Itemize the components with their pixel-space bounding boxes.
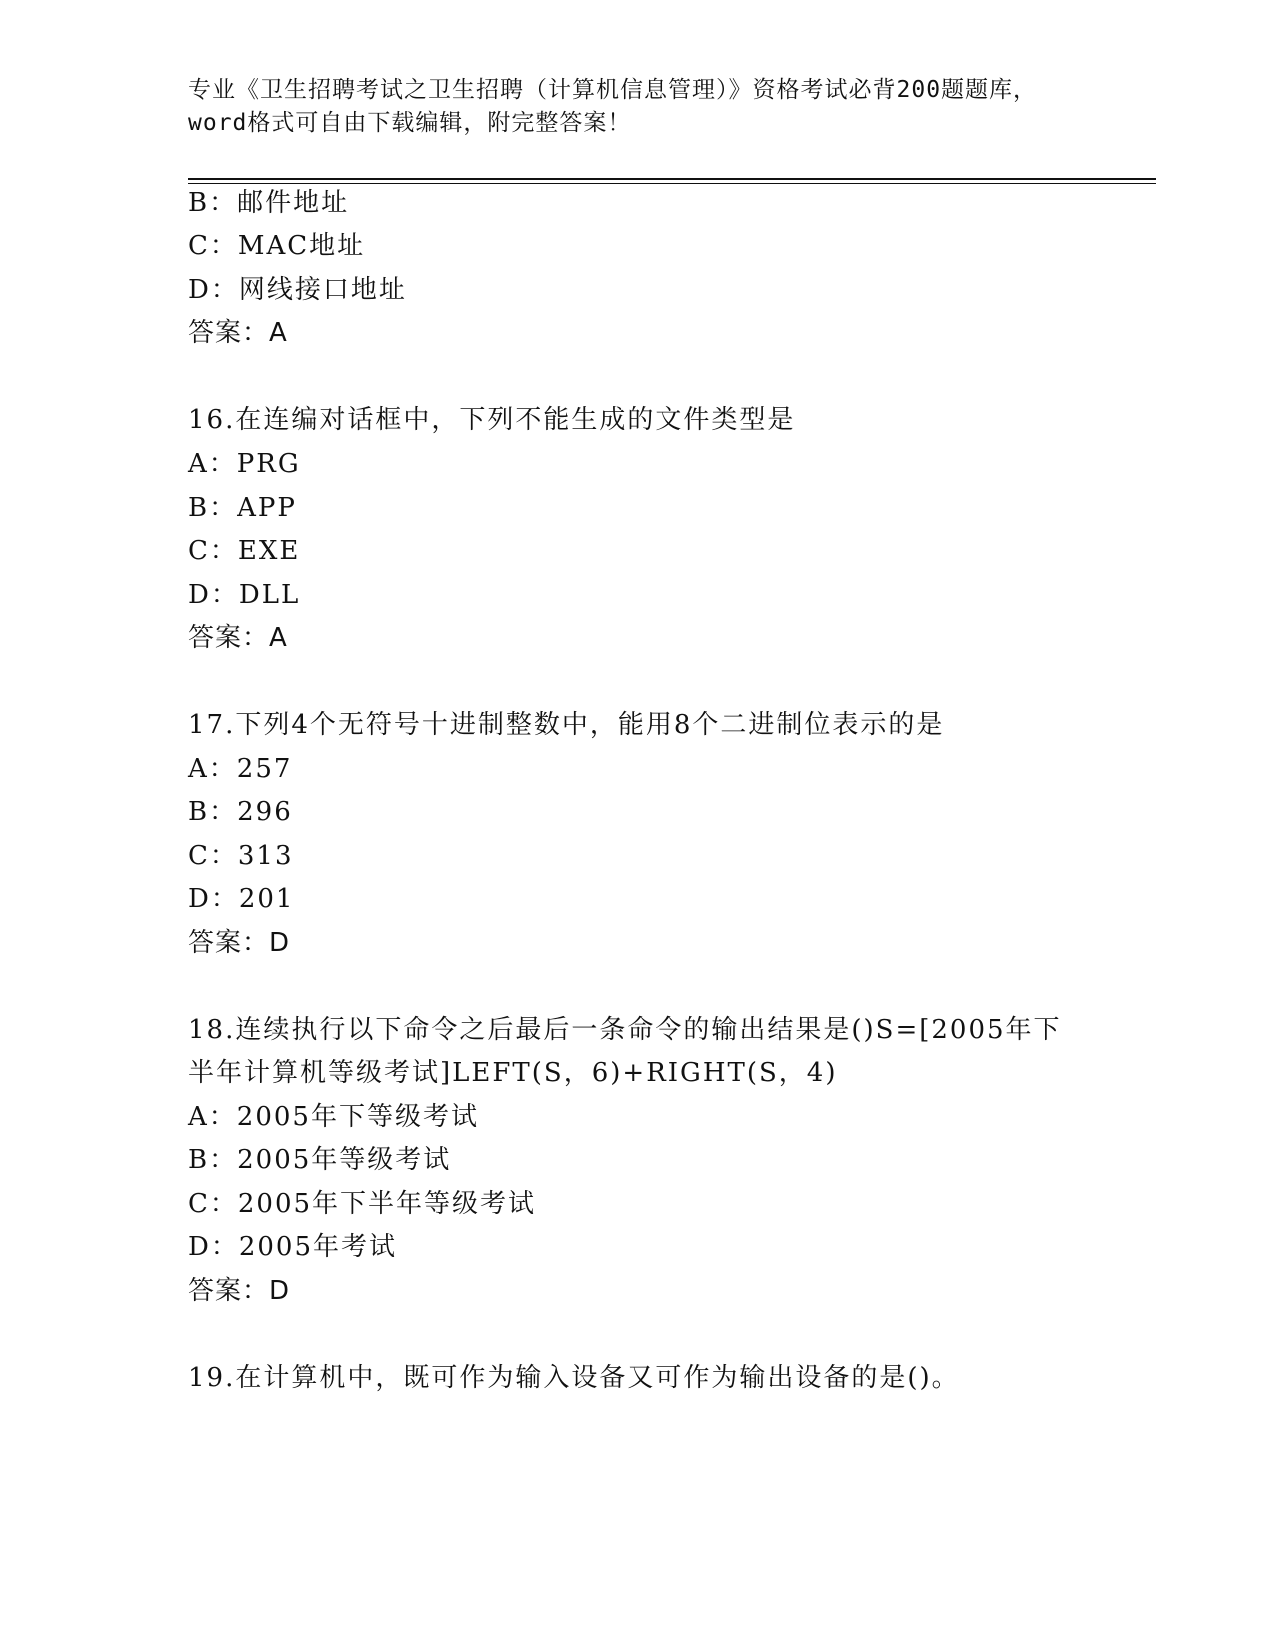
q15-option-d: D：网线接口地址: [188, 275, 407, 305]
q17-option-d: D：201: [188, 884, 295, 914]
q17-answer: 答案：D: [188, 928, 291, 958]
q16-option-a: A：PRG: [188, 449, 301, 479]
document-header: [188, 74, 1088, 140]
q19-question: 19.在计算机中，既可作为输入设备又可作为输出设备的是()。: [188, 1363, 960, 1393]
q17-option-a: A：257: [188, 754, 293, 784]
header-title-line-1: 专业《卫生招聘考试之卫生招聘（计算机信息管理）》资格考试必背200题题库，: [188, 77, 1038, 103]
q15-option-b: B：邮件地址: [188, 188, 350, 218]
q18-question-line-1: 18.连续执行以下命令之后最后一条命令的输出结果是()S=[2005年下: [188, 1015, 1062, 1045]
q18-answer: 答案：D: [188, 1276, 291, 1306]
q18-option-b: B：2005年等级考试: [188, 1145, 452, 1175]
q17-option-b: B：296: [188, 797, 293, 827]
q16-answer: 答案：A: [188, 623, 288, 653]
q18-option-d: D：2005年考试: [188, 1232, 398, 1262]
q15-option-c: C：MAC地址: [188, 231, 366, 261]
header-divider: [188, 178, 1156, 184]
q17-option-c: C：313: [188, 841, 294, 871]
q16-option-b: B：APP: [188, 493, 297, 523]
q16-question: 16.在连编对话框中，下列不能生成的文件类型是: [188, 405, 796, 435]
q16-option-d: D：DLL: [188, 580, 301, 610]
q15-answer: 答案：A: [188, 318, 288, 348]
q16-option-c: C：EXE: [188, 536, 301, 566]
q18-option-a: A：2005年下等级考试: [188, 1102, 479, 1132]
q17-question: 17.下列4个无符号十进制整数中，能用8个二进制位表示的是: [188, 710, 945, 740]
q18-option-c: C：2005年下半年等级考试: [188, 1189, 537, 1219]
header-title-line-2: word格式可自由下载编辑，附完整答案！: [188, 110, 632, 136]
q18-question-line-2: 半年计算机等级考试]LEFT(S，6)+RIGHT(S，4): [188, 1058, 838, 1088]
